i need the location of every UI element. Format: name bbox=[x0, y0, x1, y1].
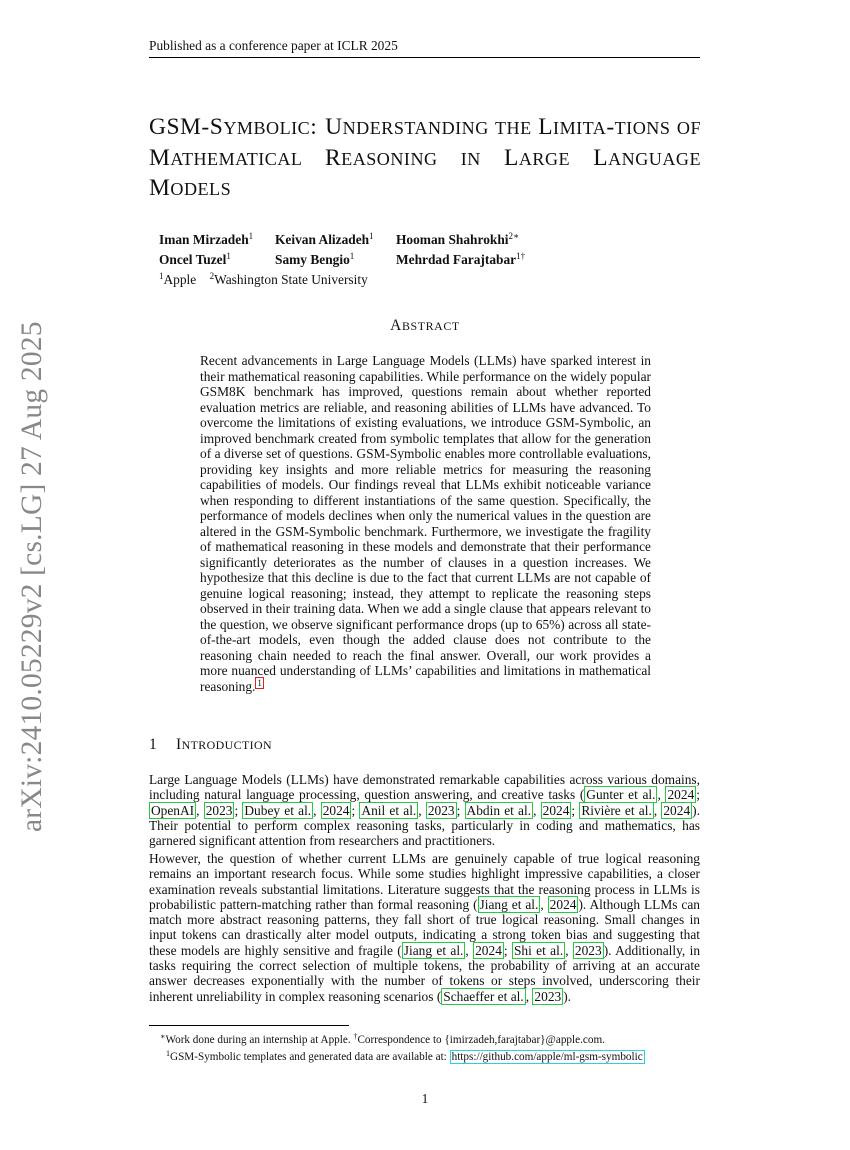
title-segment: GSM-S bbox=[149, 114, 224, 140]
citation-link[interactable]: 2023 bbox=[574, 942, 602, 958]
citation-link[interactable]: 2023 bbox=[205, 802, 233, 818]
arxiv-stamp bbox=[10, 320, 50, 832]
title-segment: R bbox=[324, 144, 342, 171]
paragraph-text: ). Although LLMs can match more abstract reasoning patterns, they fall short of true logical reasoning. Small changes in input tokens can drastically alter model outputs, indicating a strong token bias and suggesting that these models are highly sensitive and fragile ( bbox=[149, 896, 700, 958]
affiliation: Washington State University bbox=[214, 272, 368, 287]
title-segment: ANGUAGE bbox=[608, 148, 702, 169]
title-segment: M bbox=[149, 175, 171, 201]
paper-title bbox=[149, 113, 701, 205]
section-heading: 1 INTRODUCTION bbox=[149, 736, 273, 753]
citation-link[interactable]: 2023 bbox=[534, 988, 562, 1004]
title-segment: TIONS OF bbox=[614, 118, 702, 138]
title-segment: L bbox=[538, 114, 554, 140]
author-name: Hooman Shahrokhi$^{2∗}$ bbox=[396, 231, 520, 247]
title-segment: L bbox=[593, 144, 609, 171]
paragraph-text: , bbox=[313, 802, 321, 818]
author-name: Iman Mirzadeh$^1$ bbox=[159, 231, 254, 247]
footnote-link[interactable]: 1 bbox=[257, 677, 262, 688]
abstract-text: Recent advancements in Large Language Models (LLMs) have sparked interest in their mathematical reasoning capabilities. While performance on the widely popular GSM8K benchmark has improved, questions remain about whether reported evaluation metrics are reliable, and reasoning abilities of LLMs have advanced. To overcome the limitations of existing evaluations, we introduce GSM-Symbolic, an improved benchmark created from symbolic templates that allow for the generation of a diverse set of questions. GSM-Symbolic enables more controllable evaluations, providing key insights and more reliable metrics for measuring the reasoning capabilities of models. Our findings reveal that LLMs exhibit noticeable variance when responding to different instantiations of the same question. Specifically, the performance of models declines when only the numerical values in the question are altered in the GSM-Symbolic benchmark. Furthermore, we investigate the fragility of mathematical reasoning in these models and demonstrate that their performance significantly deteriorates as the number of clauses in a question increases. We hypothesize that this decline is due to the fact that current LLMs are not capable of genuine logical reasoning; instead, they attempt to replicate the reasoning steps observed in their training data. When we add a single clause that appears relevant to the question, we observe significant performance drops (up to 65%) across all state-of-the-art models, even though the added clause does not contribute to the reasoning chain needed to reach the final answer. Overall, our work provides a more nuanced understanding of LLMs’ capabilities and limitations in mathematical reasoning. $^1$ bbox=[200, 353, 651, 694]
github-link[interactable]: https://github.com/apple/ml-gsm-symbolic bbox=[451, 1051, 643, 1063]
author-block bbox=[159, 228, 525, 288]
citation-link[interactable]: Rivière et al. bbox=[581, 802, 652, 818]
paragraph-text: ; bbox=[696, 787, 700, 803]
title-segment: : U bbox=[310, 114, 343, 140]
title-segment: ATHEMATICAL bbox=[170, 148, 325, 169]
intro-paragraph-2 bbox=[149, 851, 700, 1004]
author-name: Samy Bengio$^1$ bbox=[275, 251, 355, 267]
paragraph-text: ). Their potential to perform complex reasoning tasks, particularly in coding and mathematics, has garnered significant attention from researchers and practitioners. bbox=[149, 802, 700, 849]
citation-link[interactable]: 2023 bbox=[427, 802, 455, 818]
title-segment: ARGE bbox=[518, 148, 594, 169]
paragraph-text: ; bbox=[234, 802, 243, 818]
paragraph-text: ). bbox=[563, 988, 572, 1004]
citation-link[interactable]: 2024 bbox=[549, 896, 577, 912]
paragraph-text: ; bbox=[571, 802, 580, 818]
citation-link[interactable]: Dubey et al. bbox=[244, 802, 312, 818]
title-segment: L bbox=[504, 144, 519, 171]
citation-link[interactable]: Jiang et al. bbox=[403, 942, 464, 958]
paragraph-text: , bbox=[565, 942, 573, 958]
paragraph-text: , bbox=[533, 802, 541, 818]
affiliation: Apple bbox=[163, 272, 197, 287]
citation-link[interactable]: Schaeffer et al. bbox=[443, 988, 524, 1004]
paragraph-text: ; bbox=[351, 802, 360, 818]
citation-link[interactable]: Jiang et al. bbox=[479, 896, 539, 912]
footnote-2: $^1$GSM-Symbolic templates and generated data are available at: https://github.com/apple/ml-gsm-symbolic bbox=[166, 1049, 643, 1063]
citation-link[interactable]: Gunter et al. bbox=[586, 787, 656, 803]
author-row-2 bbox=[159, 248, 525, 268]
title-segment: IMITA bbox=[553, 118, 607, 138]
affiliations: $^1$Apple $^2$Washington State University bbox=[159, 271, 368, 287]
paragraph-text: , bbox=[196, 802, 204, 818]
paragraph-text: ). Additionally, in tasks requiring the correct selection of multiple tokens, the probability of arriving at an accurate answer decreases exponentially with the number of tokens or steps involved, underscoring their inherent unreliability in complex reasoning scenarios ( bbox=[149, 942, 701, 1004]
paragraph-text: , bbox=[540, 896, 548, 912]
citation-link[interactable]: OpenAI bbox=[151, 802, 195, 818]
citation-link[interactable]: 2024 bbox=[475, 942, 502, 958]
paragraph-text: ; bbox=[456, 802, 465, 818]
arxiv-id[interactable]: arXiv:2410.05229v2 [cs.LG] 27 Aug 2025 bbox=[16, 321, 48, 832]
citation-link[interactable]: 2024 bbox=[667, 787, 695, 803]
author-row-1 bbox=[159, 228, 525, 248]
paragraph-text: , bbox=[525, 988, 533, 1004]
author-name: Keivan Alizadeh$^1$ bbox=[275, 231, 374, 247]
author-name: Oncel Tuzel$^1$ bbox=[159, 251, 231, 267]
citation-link[interactable]: Anil et al. bbox=[361, 802, 417, 818]
citation-link[interactable]: Shi et al. bbox=[513, 942, 564, 958]
paragraph-text: However, the question of whether current LLMs are genuinely capable of true logical reasoning remains an important research focus. While some studies highlight impressive capabilities, a closer examination reveals substantial limitations. Literature suggests that the reasoning process in LLMs is probabilistic pattern-matching rather than formal reasoning ( bbox=[149, 851, 700, 912]
title-segment: - bbox=[606, 114, 615, 140]
abstract-heading: ABSTRACT bbox=[390, 317, 460, 334]
page-number: 1 bbox=[421, 1091, 429, 1106]
title-segment: ODELS bbox=[170, 179, 232, 199]
title-segment: YMBOLIC bbox=[223, 118, 311, 138]
title-segment: NDERSTANDING THE bbox=[342, 118, 539, 138]
paragraph-text: ; bbox=[503, 942, 512, 958]
author-name: Mehrdad Farajtabar$^{1\dagger}$ bbox=[396, 251, 526, 267]
citation-link[interactable]: 2024 bbox=[322, 802, 350, 818]
paragraph-text: , bbox=[653, 802, 662, 818]
footnote-rule bbox=[149, 1025, 349, 1026]
intro-paragraph-1 bbox=[149, 772, 700, 848]
paragraph-text: , bbox=[465, 942, 474, 958]
paragraph-text: , bbox=[418, 802, 426, 818]
citation-link[interactable]: 2024 bbox=[663, 802, 691, 818]
paragraph-text: Large Language Models (LLMs) have demonstrated remarkable capabilities across various domains, including natural language processing, question answering, and creative tasks ( bbox=[149, 772, 700, 803]
title-segment: M bbox=[149, 144, 171, 171]
footnote-1: ∗Work done during an internship at Apple. †Correspondence to {imirzadeh,farajtabar}@apple.com. bbox=[160, 1032, 605, 1046]
running-header: Published as a conference paper at ICLR 2025 bbox=[149, 38, 700, 58]
citation-link[interactable]: Abdin et al. bbox=[466, 802, 532, 818]
citation-link[interactable]: 2024 bbox=[542, 802, 570, 818]
paragraph-text: , bbox=[657, 787, 666, 803]
title-segment: EASONING IN bbox=[341, 148, 504, 169]
